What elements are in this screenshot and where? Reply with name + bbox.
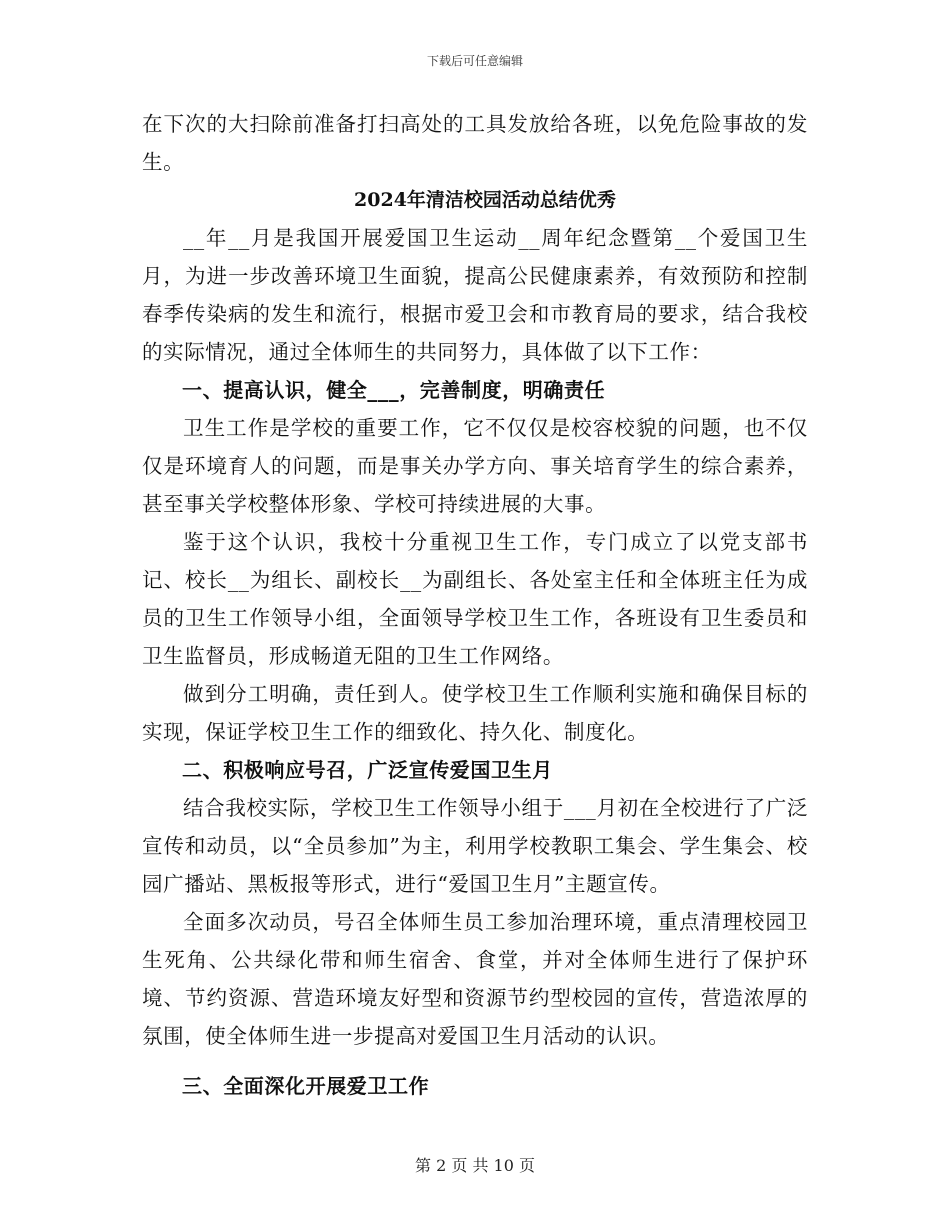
document-body — [142, 105, 808, 1105]
section-2-paragraph-1: 结合我校实际，学校卫生工作领导小组于___月初在全校进行了广泛宣传和动员，以“全员参加”为主，利用学校教职工集会、学生集会、校园广播站、黑板报等形式，进行“爱国卫生月”主题宣传。 — [142, 796, 808, 896]
page-footer: 第 2 页 共 10 页 — [415, 1156, 535, 1175]
continuation-paragraph: 在下次的大扫除前准备打扫高处的工具发放给各班，以免危险事故的发生。 — [142, 112, 808, 174]
section-1-heading: 一、提高认识，健全___，完善制度，明确责任 — [182, 378, 606, 402]
section-1-paragraph-3: 做到分工明确，责任到人。使学校卫生工作顺利实施和确保目标的实现，保证学校卫生工作的细致化、持久化、制度化。 — [142, 682, 808, 744]
section-1-paragraph-1: 卫生工作是学校的重要工作，它不仅仅是校容校貌的问题，也不仅仅是环境育人的问题，而是事关办学方向、事关培育学生的综合素养，甚至事关学校整体形象、学校可持续进展的大事。 — [142, 416, 808, 516]
section-2-paragraph-2: 全面多次动员，号召全体师生员工参加治理环境，重点清理校园卫生死角、公共绿化带和师生宿舍、食堂，并对全体师生进行了保护环境、节约资源、营造环境友好型和资源节约型校园的宣传，营造浓厚的氛围，使全体师生进一步提高对爱国卫生月活动的认识。 — [142, 910, 808, 1048]
section-2-heading: 二、积极响应号召，广泛宣传爱国卫生月 — [182, 758, 553, 782]
intro-paragraph: __年__月是我国开展爱国卫生运动__周年纪念暨第__个爱国卫生月，为进一步改善环境卫生面貌，提高公民健康素养，有效预防和控制春季传染病的发生和流行，根据市爱卫会和市教育局的要求，结合我校的实际情况，通过全体师生的共同努力，具体做了以下工作： — [142, 226, 808, 364]
document-title: 2024年清洁校园活动总结优秀 — [354, 189, 616, 211]
page-header: 下载后可任意编辑 — [426, 54, 523, 68]
section-3-heading: 三、全面深化开展爱卫工作 — [182, 1074, 430, 1098]
section-1-paragraph-2: 鉴于这个认识，我校十分重视卫生工作，专门成立了以党支部书记、校长__为组长、副校长__为副组长、各处室主任和全体班主任为成员的卫生工作领导小组，全面领导学校卫生工作，各班设有卫生委员和卫生监督员，形成畅道无阻的卫生工作网络。 — [142, 530, 808, 668]
